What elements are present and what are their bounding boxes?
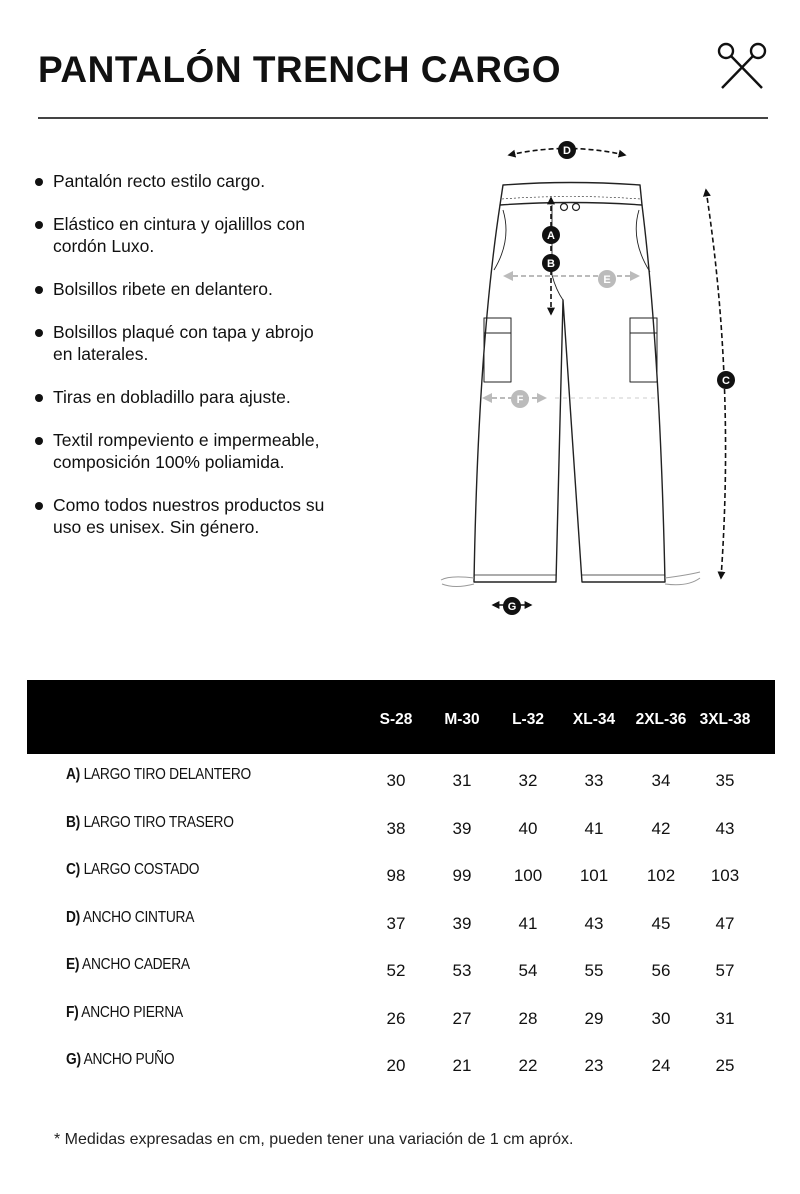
measurement-label xyxy=(66,956,190,974)
measurement-label xyxy=(66,909,194,927)
measurement-value: 39 xyxy=(452,818,472,838)
grommet-right xyxy=(573,204,580,211)
measurement-label xyxy=(66,1004,183,1022)
measurement-value: 31 xyxy=(715,1008,735,1028)
feature-item: Pantalón recto estilo cargo. xyxy=(34,170,334,192)
measurement-value: 100 xyxy=(513,866,543,885)
measurement-value: 25 xyxy=(715,1056,735,1075)
table-row xyxy=(27,802,775,850)
pants-outline xyxy=(441,183,700,587)
measurement-value: 34 xyxy=(651,771,671,790)
measurement-value: 40 xyxy=(518,818,538,838)
bullet xyxy=(35,329,43,337)
marker-g-label: G xyxy=(507,601,517,613)
measurement-value: 43 xyxy=(715,818,735,838)
size-header: 2XL-36 xyxy=(635,711,687,728)
header-divider xyxy=(38,117,768,119)
scissors-icon xyxy=(716,42,768,90)
measurement-value: 35 xyxy=(715,771,735,790)
measurement-key: C) xyxy=(66,861,81,878)
bullet xyxy=(35,286,43,294)
measurement-label xyxy=(66,814,234,832)
size-header: S-28 xyxy=(379,711,413,728)
table-row xyxy=(27,1039,775,1087)
measurement-value: 98 xyxy=(386,866,406,885)
feature-item: Bolsillos ribete en delantero. xyxy=(34,278,334,300)
measurement-value: 24 xyxy=(651,1056,671,1075)
bullet xyxy=(35,178,43,186)
measurement-name: ANCHO PIERNA xyxy=(78,1003,183,1021)
measurement-key: B) xyxy=(66,813,81,831)
measurement-value: 53 xyxy=(452,961,472,980)
measurement-key: G) xyxy=(66,1051,81,1068)
measurement-value: 45 xyxy=(651,913,671,933)
measurement-value: 56 xyxy=(651,961,671,980)
size-table xyxy=(27,680,775,1087)
size-header: L-32 xyxy=(512,711,544,728)
marker-f-label: F xyxy=(516,394,524,406)
measurement-value: 101 xyxy=(579,866,609,885)
grommet-left xyxy=(561,204,568,211)
measurement-name: LARGO TIRO DELANTERO xyxy=(80,766,251,783)
size-header: XL-34 xyxy=(572,711,616,728)
measurement-value: 37 xyxy=(386,913,406,933)
measurement-value: 55 xyxy=(584,961,604,980)
measurement-value: 28 xyxy=(518,1008,538,1028)
table-row xyxy=(27,944,775,992)
measurement-value: 21 xyxy=(452,1056,472,1075)
footnote: * Medidas expresadas en cm, pueden tener una variación de 1 cm apróx. xyxy=(54,1131,574,1148)
table-row xyxy=(27,897,775,945)
marker-b-label: B xyxy=(547,258,555,270)
bullet xyxy=(35,221,43,229)
measurement-value: 20 xyxy=(386,1056,406,1075)
measurement-key: A) xyxy=(66,766,81,783)
measurement-value: 32 xyxy=(518,771,538,790)
measurement-label xyxy=(66,861,199,879)
measurement-value: 23 xyxy=(584,1056,604,1075)
size-header: 3XL-38 xyxy=(699,711,751,728)
measurement-value: 39 xyxy=(452,913,472,933)
measurement-value: 99 xyxy=(452,866,472,885)
measurement-value: 42 xyxy=(651,818,671,838)
feature-item: Bolsillos plaqué con tapa y abrojo en laterales. xyxy=(34,321,334,365)
feature-item: Tiras en dobladillo para ajuste. xyxy=(34,386,334,408)
measurement-key: E) xyxy=(66,956,80,973)
measurement-value: 41 xyxy=(584,818,604,838)
feature-item: Elástico en cintura y ojalillos con cordón Luxo. xyxy=(34,213,334,257)
table-row xyxy=(27,754,775,802)
measurement-name: LARGO COSTADO xyxy=(80,861,200,878)
measurement-name: ANCHO CINTURA xyxy=(80,908,195,926)
measurement-value: 31 xyxy=(452,771,472,790)
measurement-value: 47 xyxy=(715,913,735,933)
measurement-key: F) xyxy=(66,1003,79,1021)
marker-a-label: A xyxy=(547,230,555,242)
feature-list xyxy=(34,170,334,559)
measurement-value: 29 xyxy=(584,1008,604,1028)
measurement-name: ANCHO PUÑO xyxy=(80,1051,175,1068)
measurement-value: 22 xyxy=(518,1056,538,1075)
measurement-value: 54 xyxy=(518,961,538,980)
measurement-label xyxy=(66,766,251,784)
measurement-key: D) xyxy=(66,908,81,926)
bullet xyxy=(35,394,43,402)
marker-e-label: E xyxy=(603,274,611,286)
measurement-value: 102 xyxy=(646,866,676,885)
measurement-value: 30 xyxy=(651,1008,671,1028)
measurement-value: 38 xyxy=(386,818,406,838)
table-header xyxy=(27,680,775,754)
marker-c-label: C xyxy=(722,375,730,387)
measurement-value: 43 xyxy=(584,913,604,933)
size-header: M-30 xyxy=(444,711,480,728)
bullet xyxy=(35,437,43,445)
measurement-value: 30 xyxy=(386,771,406,790)
feature-item: Como todos nuestros productos su uso es unisex. Sin género. xyxy=(34,494,334,538)
feature-item: Textil rompeviento e impermeable, composición 100% poliamida. xyxy=(34,429,334,473)
measurement-value: 57 xyxy=(715,961,735,980)
table-row xyxy=(27,992,775,1040)
measurement-value: 26 xyxy=(386,1008,406,1028)
measurement-value: 52 xyxy=(386,961,406,980)
page-title: PANTALÓN TRENCH CARGO xyxy=(38,49,561,90)
measurement-name: ANCHO CADERA xyxy=(79,956,190,973)
bullet xyxy=(35,502,43,510)
measurement-value: 27 xyxy=(452,1008,472,1028)
measurement-value: 33 xyxy=(584,771,604,790)
table-row xyxy=(27,849,775,897)
measurement-name: LARGO TIRO TRASERO xyxy=(80,813,234,831)
pants-diagram xyxy=(430,130,750,630)
measurement-label xyxy=(66,1051,174,1069)
measurement-value: 41 xyxy=(518,913,538,933)
measurement-value: 103 xyxy=(710,866,740,885)
marker-d-label: D xyxy=(563,145,571,157)
table-body xyxy=(27,754,775,1087)
